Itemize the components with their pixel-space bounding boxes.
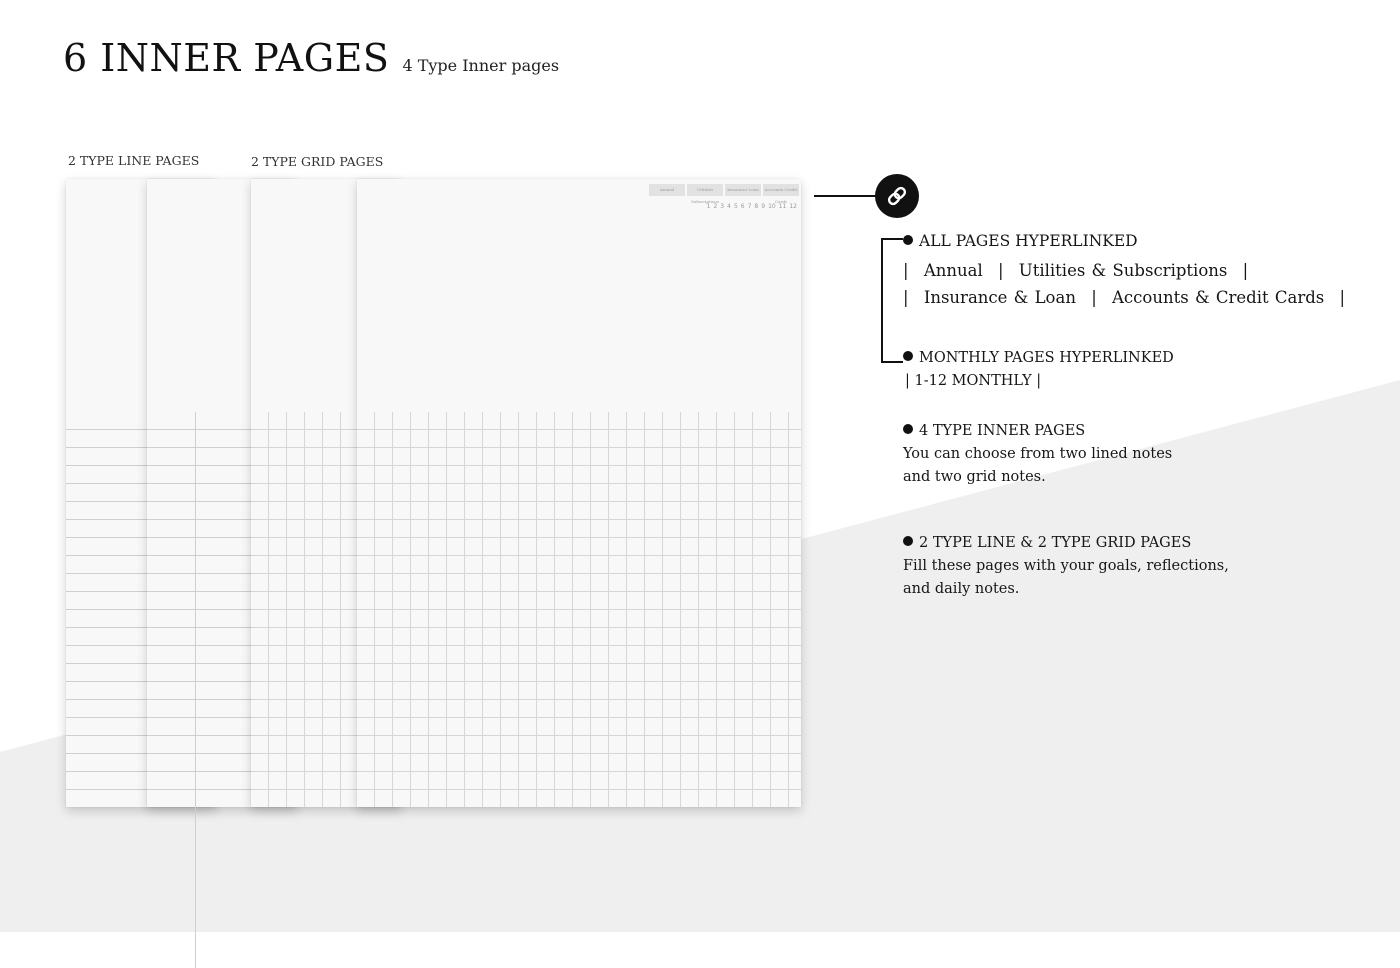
feature-title: MONTHLY PAGES HYPERLINKED	[919, 350, 1174, 366]
feature-title: 2 TYPE LINE & 2 TYPE GRID PAGES	[919, 535, 1192, 551]
hyperlink-category-list	[903, 257, 1354, 311]
month-link[interactable]: 6	[740, 203, 745, 210]
feature-title: 4 TYPE INNER PAGES	[919, 423, 1086, 439]
feature-text-line: and two grid notes.	[903, 469, 1046, 485]
bullet-icon	[903, 351, 913, 361]
page-tab[interactable]: Annual	[649, 184, 685, 196]
monthly-range: | 1-12 MONTHLY |	[905, 373, 1042, 389]
category-row: | Insurance & Loan | Accounts & Credit Cards |	[903, 288, 1346, 307]
bullet-icon	[903, 536, 913, 546]
monthly-range-link[interactable]: 1-12 MONTHLY	[914, 373, 1032, 389]
month-link[interactable]: 8	[754, 203, 759, 210]
month-link[interactable]: 7	[747, 203, 752, 210]
month-link[interactable]: 10	[768, 203, 776, 210]
page-title: 6 INNER PAGES	[63, 36, 390, 80]
feature-text-line: Fill these pages with your goals, reflections,	[903, 558, 1229, 574]
link-icon	[875, 174, 919, 218]
category-insurance[interactable]: Insurance & Loan	[923, 288, 1076, 307]
feature-text-line: and daily notes.	[903, 581, 1020, 597]
month-link[interactable]: 11	[778, 203, 787, 210]
month-index	[707, 203, 797, 210]
connector-bracket	[881, 238, 903, 363]
page-column-divider	[195, 412, 196, 968]
bullet-icon	[903, 235, 913, 245]
page-tab-bar	[647, 184, 799, 204]
page-tab[interactable]: Insurance Loan	[725, 184, 761, 196]
feature-text-line: You can choose from two lined notes	[903, 446, 1173, 462]
month-link[interactable]: 12	[789, 203, 797, 210]
bullet-icon	[903, 424, 913, 434]
month-link[interactable]: 3	[720, 203, 725, 210]
feature-line-grid-title	[903, 535, 1191, 551]
feature-title: ALL PAGES HYPERLINKED	[919, 232, 1138, 250]
month-link[interactable]: 9	[761, 203, 766, 210]
feature-monthly-title	[903, 350, 1174, 366]
feature-all-pages-title	[903, 232, 1138, 250]
category-row: | Annual | Utilities & Subscriptions |	[903, 261, 1249, 280]
line-pages-label: 2 TYPE LINE PAGES	[68, 153, 200, 168]
category-utilities[interactable]: Utilities & Subscriptions	[1018, 261, 1228, 280]
page-tab[interactable]: Utilities Subscriptions	[687, 184, 723, 196]
month-link[interactable]: 2	[713, 203, 718, 210]
grid-page-2[interactable]	[357, 179, 801, 807]
category-annual[interactable]: Annual	[923, 261, 983, 280]
month-link[interactable]: 5	[733, 203, 738, 210]
page-heading	[63, 36, 559, 80]
category-accounts[interactable]: Accounts & Credit Cards	[1112, 288, 1325, 307]
connector-line	[814, 195, 878, 197]
month-link[interactable]: 4	[727, 203, 731, 210]
month-link[interactable]: 1	[706, 203, 711, 210]
feature-inner-pages-text	[903, 443, 1172, 489]
page-subtitle: 4 Type Inner pages	[402, 56, 560, 75]
page-tab[interactable]: Accounts Credit Cards	[763, 184, 799, 196]
feature-line-grid-text	[903, 555, 1229, 601]
feature-inner-pages-title	[903, 423, 1085, 439]
chain-link-icon	[885, 184, 909, 208]
grid-pages-label: 2 TYPE GRID PAGES	[251, 154, 384, 169]
